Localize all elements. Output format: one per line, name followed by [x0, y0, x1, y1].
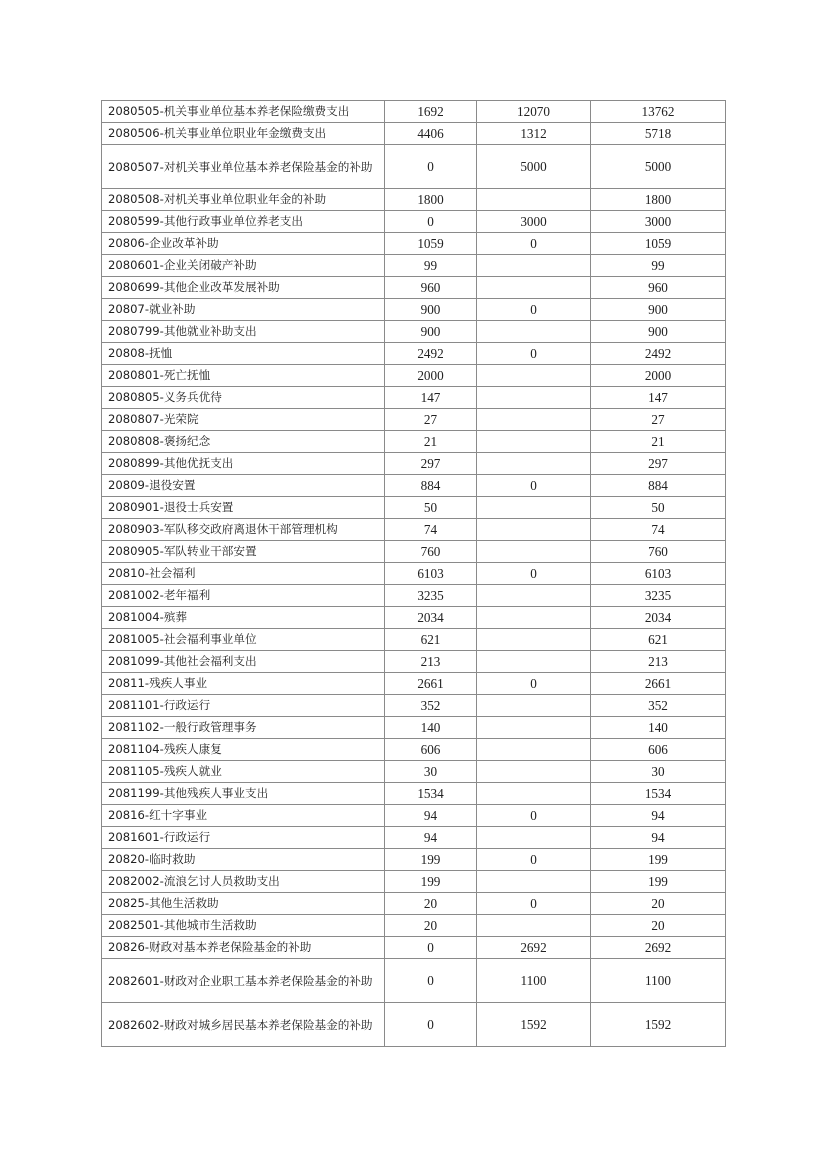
- value-cell-1: 884: [385, 475, 477, 497]
- value-cell-1: 50: [385, 497, 477, 519]
- value-cell-2: [477, 695, 591, 717]
- table-row: [102, 1003, 726, 1047]
- item-name-cell: 2080903-军队移交政府离退休干部管理机构: [102, 519, 385, 541]
- value-cell-1: 21: [385, 431, 477, 453]
- table-row: [102, 277, 726, 299]
- value-cell-1: 900: [385, 299, 477, 321]
- item-name-cell: 20808-抚恤: [102, 343, 385, 365]
- value-cell-total: 1059: [591, 233, 726, 255]
- value-cell-total: 760: [591, 541, 726, 563]
- value-cell-2: 12070: [477, 101, 591, 123]
- value-cell-total: 21: [591, 431, 726, 453]
- table-row: [102, 321, 726, 343]
- value-cell-1: 3235: [385, 585, 477, 607]
- budget-table: [101, 100, 726, 1047]
- table-row: [102, 563, 726, 585]
- value-cell-total: 1800: [591, 189, 726, 211]
- table-row: [102, 651, 726, 673]
- value-cell-2: [477, 607, 591, 629]
- item-name-cell: 20816-红十字事业: [102, 805, 385, 827]
- item-name-cell: 2080601-企业关闭破产补助: [102, 255, 385, 277]
- table-row: [102, 695, 726, 717]
- value-cell-2: [477, 871, 591, 893]
- table-row: [102, 849, 726, 871]
- item-name-cell: 2080901-退役士兵安置: [102, 497, 385, 519]
- value-cell-2: [477, 827, 591, 849]
- value-cell-1: 960: [385, 277, 477, 299]
- value-cell-1: 0: [385, 937, 477, 959]
- value-cell-total: 50: [591, 497, 726, 519]
- value-cell-2: [477, 915, 591, 937]
- value-cell-2: [477, 277, 591, 299]
- table-row: [102, 123, 726, 145]
- budget-table-body: [102, 101, 726, 1047]
- value-cell-1: 621: [385, 629, 477, 651]
- value-cell-1: 0: [385, 211, 477, 233]
- value-cell-2: [477, 365, 591, 387]
- value-cell-total: 2034: [591, 607, 726, 629]
- value-cell-total: 6103: [591, 563, 726, 585]
- item-name-cell: 2080805-义务兵优待: [102, 387, 385, 409]
- value-cell-1: 6103: [385, 563, 477, 585]
- value-cell-1: 27: [385, 409, 477, 431]
- table-row: [102, 717, 726, 739]
- value-cell-2: [477, 629, 591, 651]
- table-row: [102, 431, 726, 453]
- table-row: [102, 299, 726, 321]
- table-row: [102, 475, 726, 497]
- value-cell-total: 2661: [591, 673, 726, 695]
- value-cell-1: 199: [385, 849, 477, 871]
- value-cell-1: 760: [385, 541, 477, 563]
- value-cell-2: [477, 761, 591, 783]
- value-cell-1: 213: [385, 651, 477, 673]
- table-row: [102, 255, 726, 277]
- value-cell-1: 20: [385, 915, 477, 937]
- value-cell-total: 1100: [591, 959, 726, 1003]
- table-row: [102, 233, 726, 255]
- table-row: [102, 629, 726, 651]
- value-cell-2: 0: [477, 233, 591, 255]
- value-cell-total: 2492: [591, 343, 726, 365]
- item-name-cell: 20826-财政对基本养老保险基金的补助: [102, 937, 385, 959]
- value-cell-2: [477, 717, 591, 739]
- value-cell-2: 1312: [477, 123, 591, 145]
- value-cell-2: [477, 387, 591, 409]
- item-name-cell: 20825-其他生活救助: [102, 893, 385, 915]
- item-name-cell: 2080808-褒扬纪念: [102, 431, 385, 453]
- item-name-cell: 2080899-其他优抚支出: [102, 453, 385, 475]
- value-cell-2: [477, 585, 591, 607]
- item-name-cell: 20807-就业补助: [102, 299, 385, 321]
- value-cell-2: [477, 409, 591, 431]
- value-cell-1: 94: [385, 805, 477, 827]
- item-name-cell: 2080599-其他行政事业单位养老支出: [102, 211, 385, 233]
- table-row: [102, 453, 726, 475]
- value-cell-total: 297: [591, 453, 726, 475]
- table-row: [102, 827, 726, 849]
- item-name-cell: 2081099-其他社会福利支出: [102, 651, 385, 673]
- item-name-cell: 2080799-其他就业补助支出: [102, 321, 385, 343]
- table-row: [102, 189, 726, 211]
- table-row: [102, 805, 726, 827]
- value-cell-2: [477, 453, 591, 475]
- table-row: [102, 409, 726, 431]
- value-cell-2: 2692: [477, 937, 591, 959]
- table-row: [102, 343, 726, 365]
- value-cell-total: 1592: [591, 1003, 726, 1047]
- value-cell-2: 0: [477, 299, 591, 321]
- item-name-cell: 20811-残疾人事业: [102, 673, 385, 695]
- table-row: [102, 541, 726, 563]
- value-cell-total: 94: [591, 827, 726, 849]
- value-cell-1: 0: [385, 959, 477, 1003]
- value-cell-2: [477, 497, 591, 519]
- value-cell-total: 621: [591, 629, 726, 651]
- value-cell-2: 0: [477, 893, 591, 915]
- value-cell-total: 606: [591, 739, 726, 761]
- value-cell-2: [477, 519, 591, 541]
- value-cell-total: 147: [591, 387, 726, 409]
- table-row: [102, 365, 726, 387]
- table-row: [102, 783, 726, 805]
- item-name-cell: 2080801-死亡抚恤: [102, 365, 385, 387]
- value-cell-1: 900: [385, 321, 477, 343]
- value-cell-1: 606: [385, 739, 477, 761]
- value-cell-1: 1692: [385, 101, 477, 123]
- value-cell-2: [477, 321, 591, 343]
- value-cell-2: 0: [477, 343, 591, 365]
- value-cell-1: 2000: [385, 365, 477, 387]
- table-row: [102, 915, 726, 937]
- value-cell-2: 3000: [477, 211, 591, 233]
- item-name-cell: 2081005-社会福利事业单位: [102, 629, 385, 651]
- item-name-cell: 2082602-财政对城乡居民基本养老保险基金的补助: [102, 1003, 385, 1047]
- value-cell-1: 1059: [385, 233, 477, 255]
- value-cell-total: 2000: [591, 365, 726, 387]
- table-row: [102, 739, 726, 761]
- value-cell-2: [477, 431, 591, 453]
- value-cell-1: 94: [385, 827, 477, 849]
- value-cell-total: 352: [591, 695, 726, 717]
- value-cell-1: 140: [385, 717, 477, 739]
- value-cell-1: 0: [385, 145, 477, 189]
- value-cell-2: [477, 739, 591, 761]
- value-cell-1: 20: [385, 893, 477, 915]
- item-name-cell: 2081002-老年福利: [102, 585, 385, 607]
- value-cell-1: 1534: [385, 783, 477, 805]
- value-cell-2: [477, 783, 591, 805]
- value-cell-total: 900: [591, 321, 726, 343]
- value-cell-2: 1100: [477, 959, 591, 1003]
- item-name-cell: 2082002-流浪乞讨人员救助支出: [102, 871, 385, 893]
- value-cell-1: 30: [385, 761, 477, 783]
- item-name-cell: 2081105-残疾人就业: [102, 761, 385, 783]
- table-row: [102, 211, 726, 233]
- value-cell-total: 960: [591, 277, 726, 299]
- value-cell-total: 140: [591, 717, 726, 739]
- value-cell-total: 99: [591, 255, 726, 277]
- value-cell-1: 2661: [385, 673, 477, 695]
- value-cell-2: [477, 255, 591, 277]
- item-name-cell: 2081102-一般行政管理事务: [102, 717, 385, 739]
- item-name-cell: 2080905-军队转业干部安置: [102, 541, 385, 563]
- table-row: [102, 761, 726, 783]
- table-row: [102, 937, 726, 959]
- table-row: [102, 959, 726, 1003]
- item-name-cell: 2081101-行政运行: [102, 695, 385, 717]
- value-cell-1: 4406: [385, 123, 477, 145]
- value-cell-2: 0: [477, 849, 591, 871]
- item-name-cell: 2080508-对机关事业单位职业年金的补助: [102, 189, 385, 211]
- value-cell-2: 0: [477, 673, 591, 695]
- value-cell-total: 213: [591, 651, 726, 673]
- item-name-cell: 2082501-其他城市生活救助: [102, 915, 385, 937]
- value-cell-total: 27: [591, 409, 726, 431]
- item-name-cell: 2081104-残疾人康复: [102, 739, 385, 761]
- item-name-cell: 2081004-殡葬: [102, 607, 385, 629]
- item-name-cell: 2081601-行政运行: [102, 827, 385, 849]
- value-cell-2: [477, 541, 591, 563]
- item-name-cell: 20809-退役安置: [102, 475, 385, 497]
- table-row: [102, 871, 726, 893]
- value-cell-total: 20: [591, 915, 726, 937]
- item-name-cell: 2080505-机关事业单位基本养老保险缴费支出: [102, 101, 385, 123]
- value-cell-total: 199: [591, 849, 726, 871]
- value-cell-1: 147: [385, 387, 477, 409]
- value-cell-1: 1800: [385, 189, 477, 211]
- table-row: [102, 607, 726, 629]
- item-name-cell: 20806-企业改革补助: [102, 233, 385, 255]
- item-name-cell: 2082601-财政对企业职工基本养老保险基金的补助: [102, 959, 385, 1003]
- value-cell-total: 5718: [591, 123, 726, 145]
- table-row: [102, 893, 726, 915]
- value-cell-total: 20: [591, 893, 726, 915]
- value-cell-1: 99: [385, 255, 477, 277]
- value-cell-1: 2492: [385, 343, 477, 365]
- value-cell-2: 1592: [477, 1003, 591, 1047]
- item-name-cell: 20810-社会福利: [102, 563, 385, 585]
- table-row: [102, 101, 726, 123]
- value-cell-total: 199: [591, 871, 726, 893]
- table-row: [102, 497, 726, 519]
- value-cell-1: 0: [385, 1003, 477, 1047]
- value-cell-2: 0: [477, 475, 591, 497]
- value-cell-total: 900: [591, 299, 726, 321]
- value-cell-1: 199: [385, 871, 477, 893]
- value-cell-1: 352: [385, 695, 477, 717]
- item-name-cell: 2080506-机关事业单位职业年金缴费支出: [102, 123, 385, 145]
- table-row: [102, 585, 726, 607]
- value-cell-total: 30: [591, 761, 726, 783]
- value-cell-2: 0: [477, 563, 591, 585]
- table-row: [102, 673, 726, 695]
- table-row: [102, 519, 726, 541]
- value-cell-total: 13762: [591, 101, 726, 123]
- value-cell-total: 74: [591, 519, 726, 541]
- item-name-cell: 2080507-对机关事业单位基本养老保险基金的补助: [102, 145, 385, 189]
- value-cell-2: 5000: [477, 145, 591, 189]
- value-cell-total: 3235: [591, 585, 726, 607]
- value-cell-total: 5000: [591, 145, 726, 189]
- value-cell-2: [477, 651, 591, 673]
- value-cell-total: 2692: [591, 937, 726, 959]
- value-cell-2: 0: [477, 805, 591, 827]
- table-row: [102, 387, 726, 409]
- value-cell-1: 74: [385, 519, 477, 541]
- value-cell-1: 2034: [385, 607, 477, 629]
- item-name-cell: 2081199-其他残疾人事业支出: [102, 783, 385, 805]
- item-name-cell: 2080699-其他企业改革发展补助: [102, 277, 385, 299]
- value-cell-2: [477, 189, 591, 211]
- value-cell-total: 1534: [591, 783, 726, 805]
- value-cell-total: 94: [591, 805, 726, 827]
- value-cell-1: 297: [385, 453, 477, 475]
- item-name-cell: 2080807-光荣院: [102, 409, 385, 431]
- value-cell-total: 884: [591, 475, 726, 497]
- item-name-cell: 20820-临时救助: [102, 849, 385, 871]
- table-row: [102, 145, 726, 189]
- value-cell-total: 3000: [591, 211, 726, 233]
